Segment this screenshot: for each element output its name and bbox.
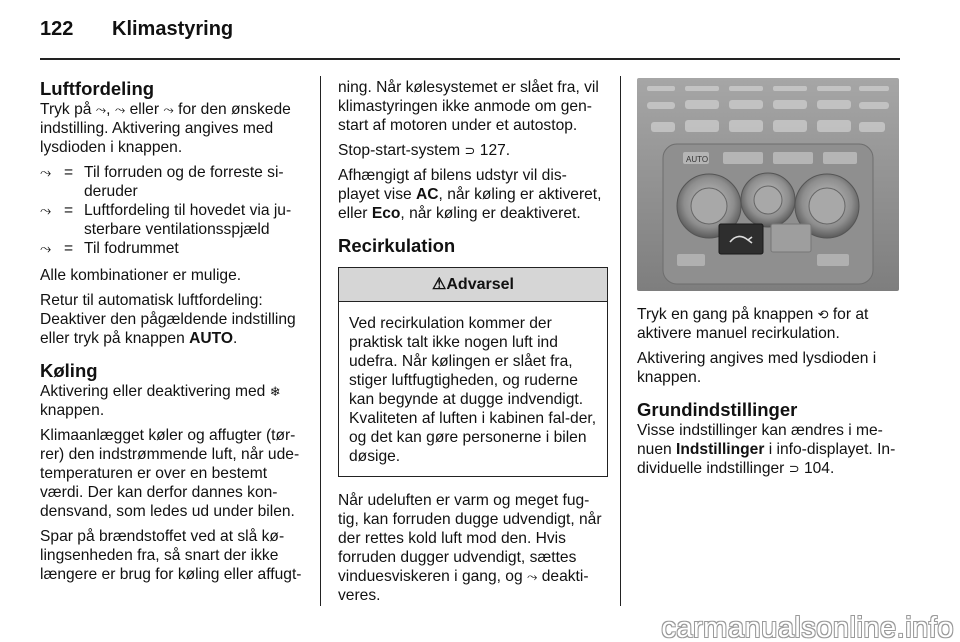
list-item: ⤳ = Til forruden og de forreste si-deruder bbox=[40, 164, 284, 200]
paragraph-cooling-toggle: Aktivering eller deaktivering med ❄ knappen. bbox=[40, 383, 281, 419]
section-heading-air-distribution: Luftfordeling bbox=[40, 78, 155, 99]
paragraph-led: Aktivering angives med lysdioden i knappen. bbox=[637, 350, 877, 386]
watermark: carmanualsonline.info bbox=[661, 612, 954, 642]
head-vent-icon: ⤳ bbox=[40, 202, 52, 218]
list-item: ⤳ = Luftfordeling til hovedet via ju-sterbare ventilationsspjæld bbox=[40, 202, 292, 238]
paragraph-return-auto: Retur til automatisk luftfordeling: Deaktiver den pågældende indstilling eller tryk på knappen AUTO. bbox=[40, 292, 296, 347]
snowflake-icon: ❄ bbox=[269, 384, 281, 399]
foot-vent-icon: ⤳ bbox=[40, 240, 52, 256]
section-heading-cooling: Køling bbox=[40, 360, 98, 381]
paragraph-fuel-saving: Spar på brændstoffet ved at slå kø-lingsenheden fra, så snart der ikke længere er brug for køling eller affugt- bbox=[40, 528, 302, 583]
page-ref-icon: ⊃ bbox=[464, 143, 476, 158]
list-item: ⤳ = Til fodrummet bbox=[40, 240, 179, 257]
column-1 bbox=[40, 78, 305, 590]
paragraph-display: Afhængigt af bilens udstyr vil dis-playet vise AC, når køling er aktiveret, eller Eco, når køling er deaktiveret. bbox=[338, 167, 602, 222]
chapter-title: Klimastyring bbox=[112, 18, 234, 40]
warning-header: ⚠Advarsel bbox=[339, 268, 607, 302]
column-2 bbox=[338, 78, 608, 611]
column-divider-2 bbox=[620, 76, 621, 606]
recirculation-icon: ⟲ bbox=[817, 307, 829, 322]
head-vent-icon: ⤳ bbox=[114, 102, 126, 117]
windscreen-vent-icon: ⤳ bbox=[95, 102, 107, 117]
paragraph-continued: ning. Når kølesystemet er slået fra, vil klimastyringen ikke anmode om gen-start af motoren under et autostop. bbox=[338, 79, 599, 134]
paragraph-combinations: Alle kombinationer er mulige. bbox=[40, 267, 242, 284]
warning-text: Ved recirkulation kommer der praktisk talt ikke nogen luft ind udefra. Når kølingen er slået fra, stiger luftfugtigheden, og ruderne kan begynde at dugge indvendigt. Kvaliteten af luften i kabinen fal-der, og det kan gøre personerne i bilen døsige. bbox=[349, 315, 597, 465]
foot-vent-icon: ⤳ bbox=[163, 102, 174, 117]
windscreen-vent-icon: ⤳ bbox=[40, 164, 52, 180]
warning-triangle-icon: ⚠ bbox=[432, 276, 447, 293]
warning-box bbox=[338, 267, 608, 477]
section-heading-basic-settings: Grundindstillinger bbox=[637, 399, 798, 420]
air-distribution-intro: Tryk på ⤳, ⤳ eller ⤳ for den ønskede indstilling. Aktivering angives med lysdioden i knappen. bbox=[40, 101, 291, 156]
header-rule bbox=[40, 58, 900, 60]
paragraph-fogging: Når udeluften er varm og meget fug-tig, kan forruden dugge udvendigt, når der rettes kold luft mod den. Hvis forruden dugger udvendigt, sættes vinduesviskeren i gang, og ⤳ deakti-veres. bbox=[338, 492, 602, 604]
paragraph-basic-settings: Visse indstillinger kan ændres i me-nuen Indstillinger i info-displayet. In-dividuelle indstillinger ⊃ 104. bbox=[637, 422, 896, 477]
climate-control-panel-photo bbox=[637, 78, 899, 291]
paragraph-press-recirc: Tryk en gang på knappen ⟲ for at aktivere manuel recirkulation. bbox=[637, 306, 869, 342]
column-3 bbox=[637, 78, 899, 484]
paragraph-climate: Klimaanlægget køler og affugter (tør-rer) den indstrømmende luft, når ude-temperaturen er over en bestemt værdi. Der kan derfor dannes kon-densvand, som ledes ud under bilen. bbox=[40, 427, 300, 520]
page-number: 122 bbox=[40, 18, 74, 40]
page-ref-icon: ⊃ bbox=[788, 461, 800, 476]
air-distribution-list bbox=[40, 163, 305, 258]
paragraph-stop-start: Stop-start-system ⊃ 127. bbox=[338, 142, 511, 159]
svg-text:AUTO: AUTO bbox=[686, 155, 709, 164]
section-heading-recirculation: Recirkulation bbox=[338, 235, 456, 256]
column-divider-1 bbox=[320, 76, 321, 606]
windscreen-vent-icon: ⤳ bbox=[526, 569, 538, 584]
